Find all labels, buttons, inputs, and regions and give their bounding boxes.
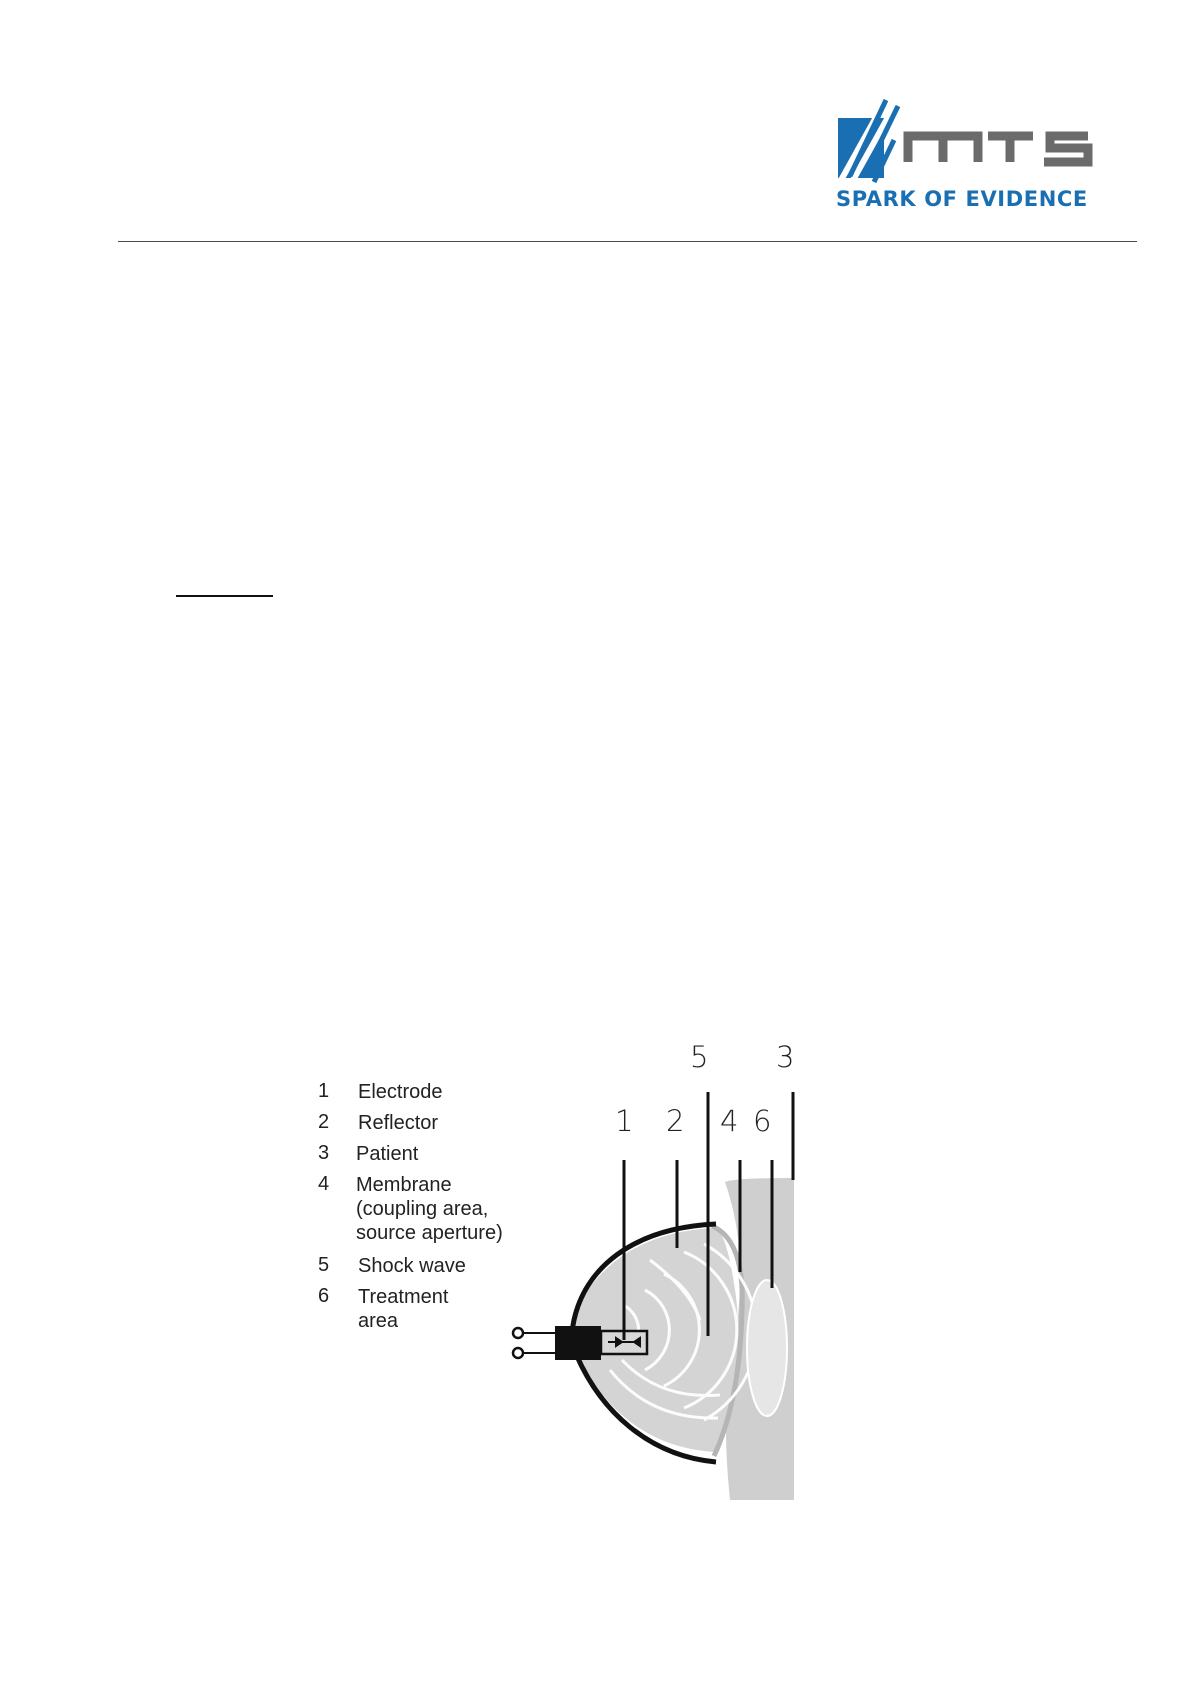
reflector-outline — [572, 1224, 716, 1462]
electrode-spark-icon — [608, 1338, 640, 1346]
logo-tagline: SPARK OF EVIDENCE — [836, 187, 1088, 211]
callout-2: 2 — [666, 1104, 685, 1138]
legend-number: 1 — [318, 1080, 330, 1102]
legend-number: 3 — [318, 1142, 330, 1164]
electrode-housing — [555, 1326, 601, 1360]
callout-6: 6 — [753, 1104, 772, 1138]
patient-area — [725, 1178, 794, 1500]
callout-4: 4 — [720, 1104, 739, 1138]
legend-number: 5 — [318, 1254, 330, 1276]
legend-label: Patient — [356, 1143, 419, 1165]
legend-label: Electrode — [358, 1081, 443, 1103]
callout-3: 3 — [776, 1040, 795, 1074]
treatment-area — [747, 1280, 787, 1416]
legend-number: 2 — [318, 1111, 330, 1133]
legend-label: Treatment — [358, 1286, 449, 1308]
legend-label: area — [358, 1310, 399, 1332]
electrode-terminal — [513, 1328, 523, 1338]
logo-mark-icon — [838, 100, 898, 182]
legend-label: source aperture) — [356, 1222, 503, 1244]
legend-label: Membrane — [356, 1174, 452, 1196]
reflector-interior — [574, 1228, 738, 1452]
membrane — [712, 1226, 742, 1456]
legend-label: Shock wave — [358, 1255, 466, 1277]
electrode-tip — [601, 1331, 647, 1354]
section-heading-underline — [176, 595, 273, 597]
callout-5: 5 — [690, 1040, 709, 1074]
shock-wave-arcs — [610, 1244, 757, 1420]
legend-number: 4 — [318, 1173, 330, 1195]
legend-label: Reflector — [358, 1112, 439, 1134]
logo-wordmark — [908, 136, 1088, 162]
legend-number: 6 — [318, 1285, 330, 1307]
electrode-terminal — [513, 1348, 523, 1358]
legend-label: (coupling area, — [356, 1198, 489, 1220]
callout-1: 1 — [615, 1104, 634, 1138]
header-rule — [118, 241, 1137, 242]
